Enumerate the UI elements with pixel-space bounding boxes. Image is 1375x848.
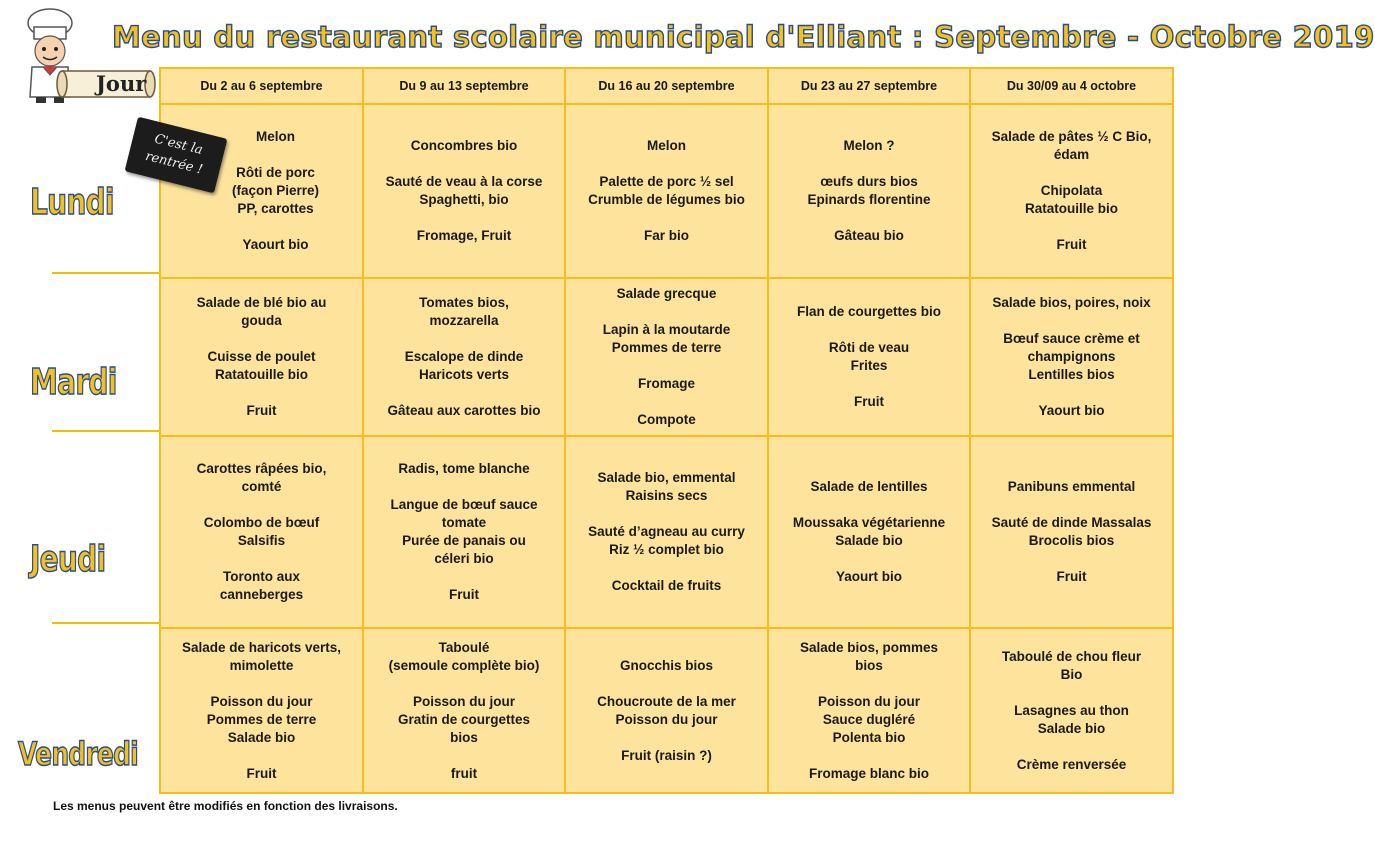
- footnote: Les menus peuvent être modifiés en fonction des livraisons.: [53, 799, 398, 813]
- day-label-vendredi: Vendredi: [18, 735, 138, 773]
- week-header: Du 30/09 au 4 octobre: [970, 68, 1173, 104]
- menu-cell: Taboulé de chou fleur Bio Lasagnes au thon Salade bio Crème renversée: [970, 628, 1173, 793]
- menu-cell: Panibuns emmental Sauté de dinde Massalas Brocolis bios Fruit: [970, 436, 1173, 628]
- menu-cell: Flan de courgettes bio Rôti de veau Frites Fruit: [768, 278, 970, 436]
- menu-cell: Tomates bios, mozzarella Escalope de dinde Haricots verts Gâteau aux carottes bio: [363, 278, 565, 436]
- day-label-mardi: Mardi: [30, 362, 117, 403]
- row-divider: [52, 622, 160, 624]
- week-header: Du 9 au 13 septembre: [363, 68, 565, 104]
- menu-cell: Salade bios, pommes bios Poisson du jour Sauce dugléré Polenta bio Fromage blanc bio: [768, 628, 970, 793]
- week-header: Du 23 au 27 septembre: [768, 68, 970, 104]
- menu-cell: Salade de pâtes ½ C Bio, édam Chipolata Ratatouille bio Fruit: [970, 104, 1173, 278]
- menu-cell: Carottes râpées bio, comté Colombo de bœuf Salsifis Toronto aux canneberges: [160, 436, 363, 628]
- header-row: [160, 68, 1173, 104]
- table-row-lundi: [160, 104, 1173, 278]
- jour-label: Jour: [96, 71, 147, 96]
- menu-cell: Melon Rôti de porc (façon Pierre) PP, carottes Yaourt bio: [160, 104, 363, 278]
- menu-cell: Salade de blé bio au gouda Cuisse de poulet Ratatouille bio Fruit: [160, 278, 363, 436]
- menu-cell: Gnocchis bios Choucroute de la mer Poisson du jour Fruit (raisin ?): [565, 628, 768, 793]
- week-header: Du 16 au 20 septembre: [565, 68, 768, 104]
- table-row-jeudi: [160, 436, 1173, 628]
- week-header: Du 2 au 6 septembre: [160, 68, 363, 104]
- day-label-jeudi: Jeudi: [30, 539, 106, 580]
- menu-cell: Salade bio, emmental Raisins secs Sauté d’agneau au curry Riz ½ complet bio Cocktail de fruits: [565, 436, 768, 628]
- page-title: Menu du restaurant scolaire municipal d'Elliant : Septembre - Octobre 2019: [112, 20, 1375, 54]
- menu-cell: Salade de lentilles Moussaka végétarienne Salade bio Yaourt bio: [768, 436, 970, 628]
- menu-cell: Salade grecque Lapin à la moutarde Pommes de terre Fromage Compote: [565, 278, 768, 436]
- chalkboard-text: C'est la rentrée !: [143, 131, 205, 178]
- menu-cell: Melon ? œufs durs bios Epinards florentine Gâteau bio: [768, 104, 970, 278]
- row-divider: [52, 272, 160, 274]
- menu-cell: Concombres bio Sauté de veau à la corse Spaghetti, bio Fromage, Fruit: [363, 104, 565, 278]
- menu-cell: Radis, tome blanche Langue de bœuf sauce tomate Purée de panais ou céleri bio Fruit: [363, 436, 565, 628]
- menu-cell: Salade bios, poires, noix Bœuf sauce crème et champignons Lentilles bios Yaourt bio: [970, 278, 1173, 436]
- menu-table: [159, 67, 1174, 794]
- row-divider: [52, 430, 160, 432]
- table-row-vendredi: [160, 628, 1173, 793]
- table-row-mardi: [160, 278, 1173, 436]
- menu-cell: Melon Palette de porc ½ sel Crumble de légumes bio Far bio: [565, 104, 768, 278]
- day-label-lundi: Lundi: [30, 182, 114, 223]
- menu-cell: Salade de haricots verts, mimolette Poisson du jour Pommes de terre Salade bio Fruit: [160, 628, 363, 793]
- menu-cell: Taboulé (semoule complète bio) Poisson du jour Gratin de courgettes bios fruit: [363, 628, 565, 793]
